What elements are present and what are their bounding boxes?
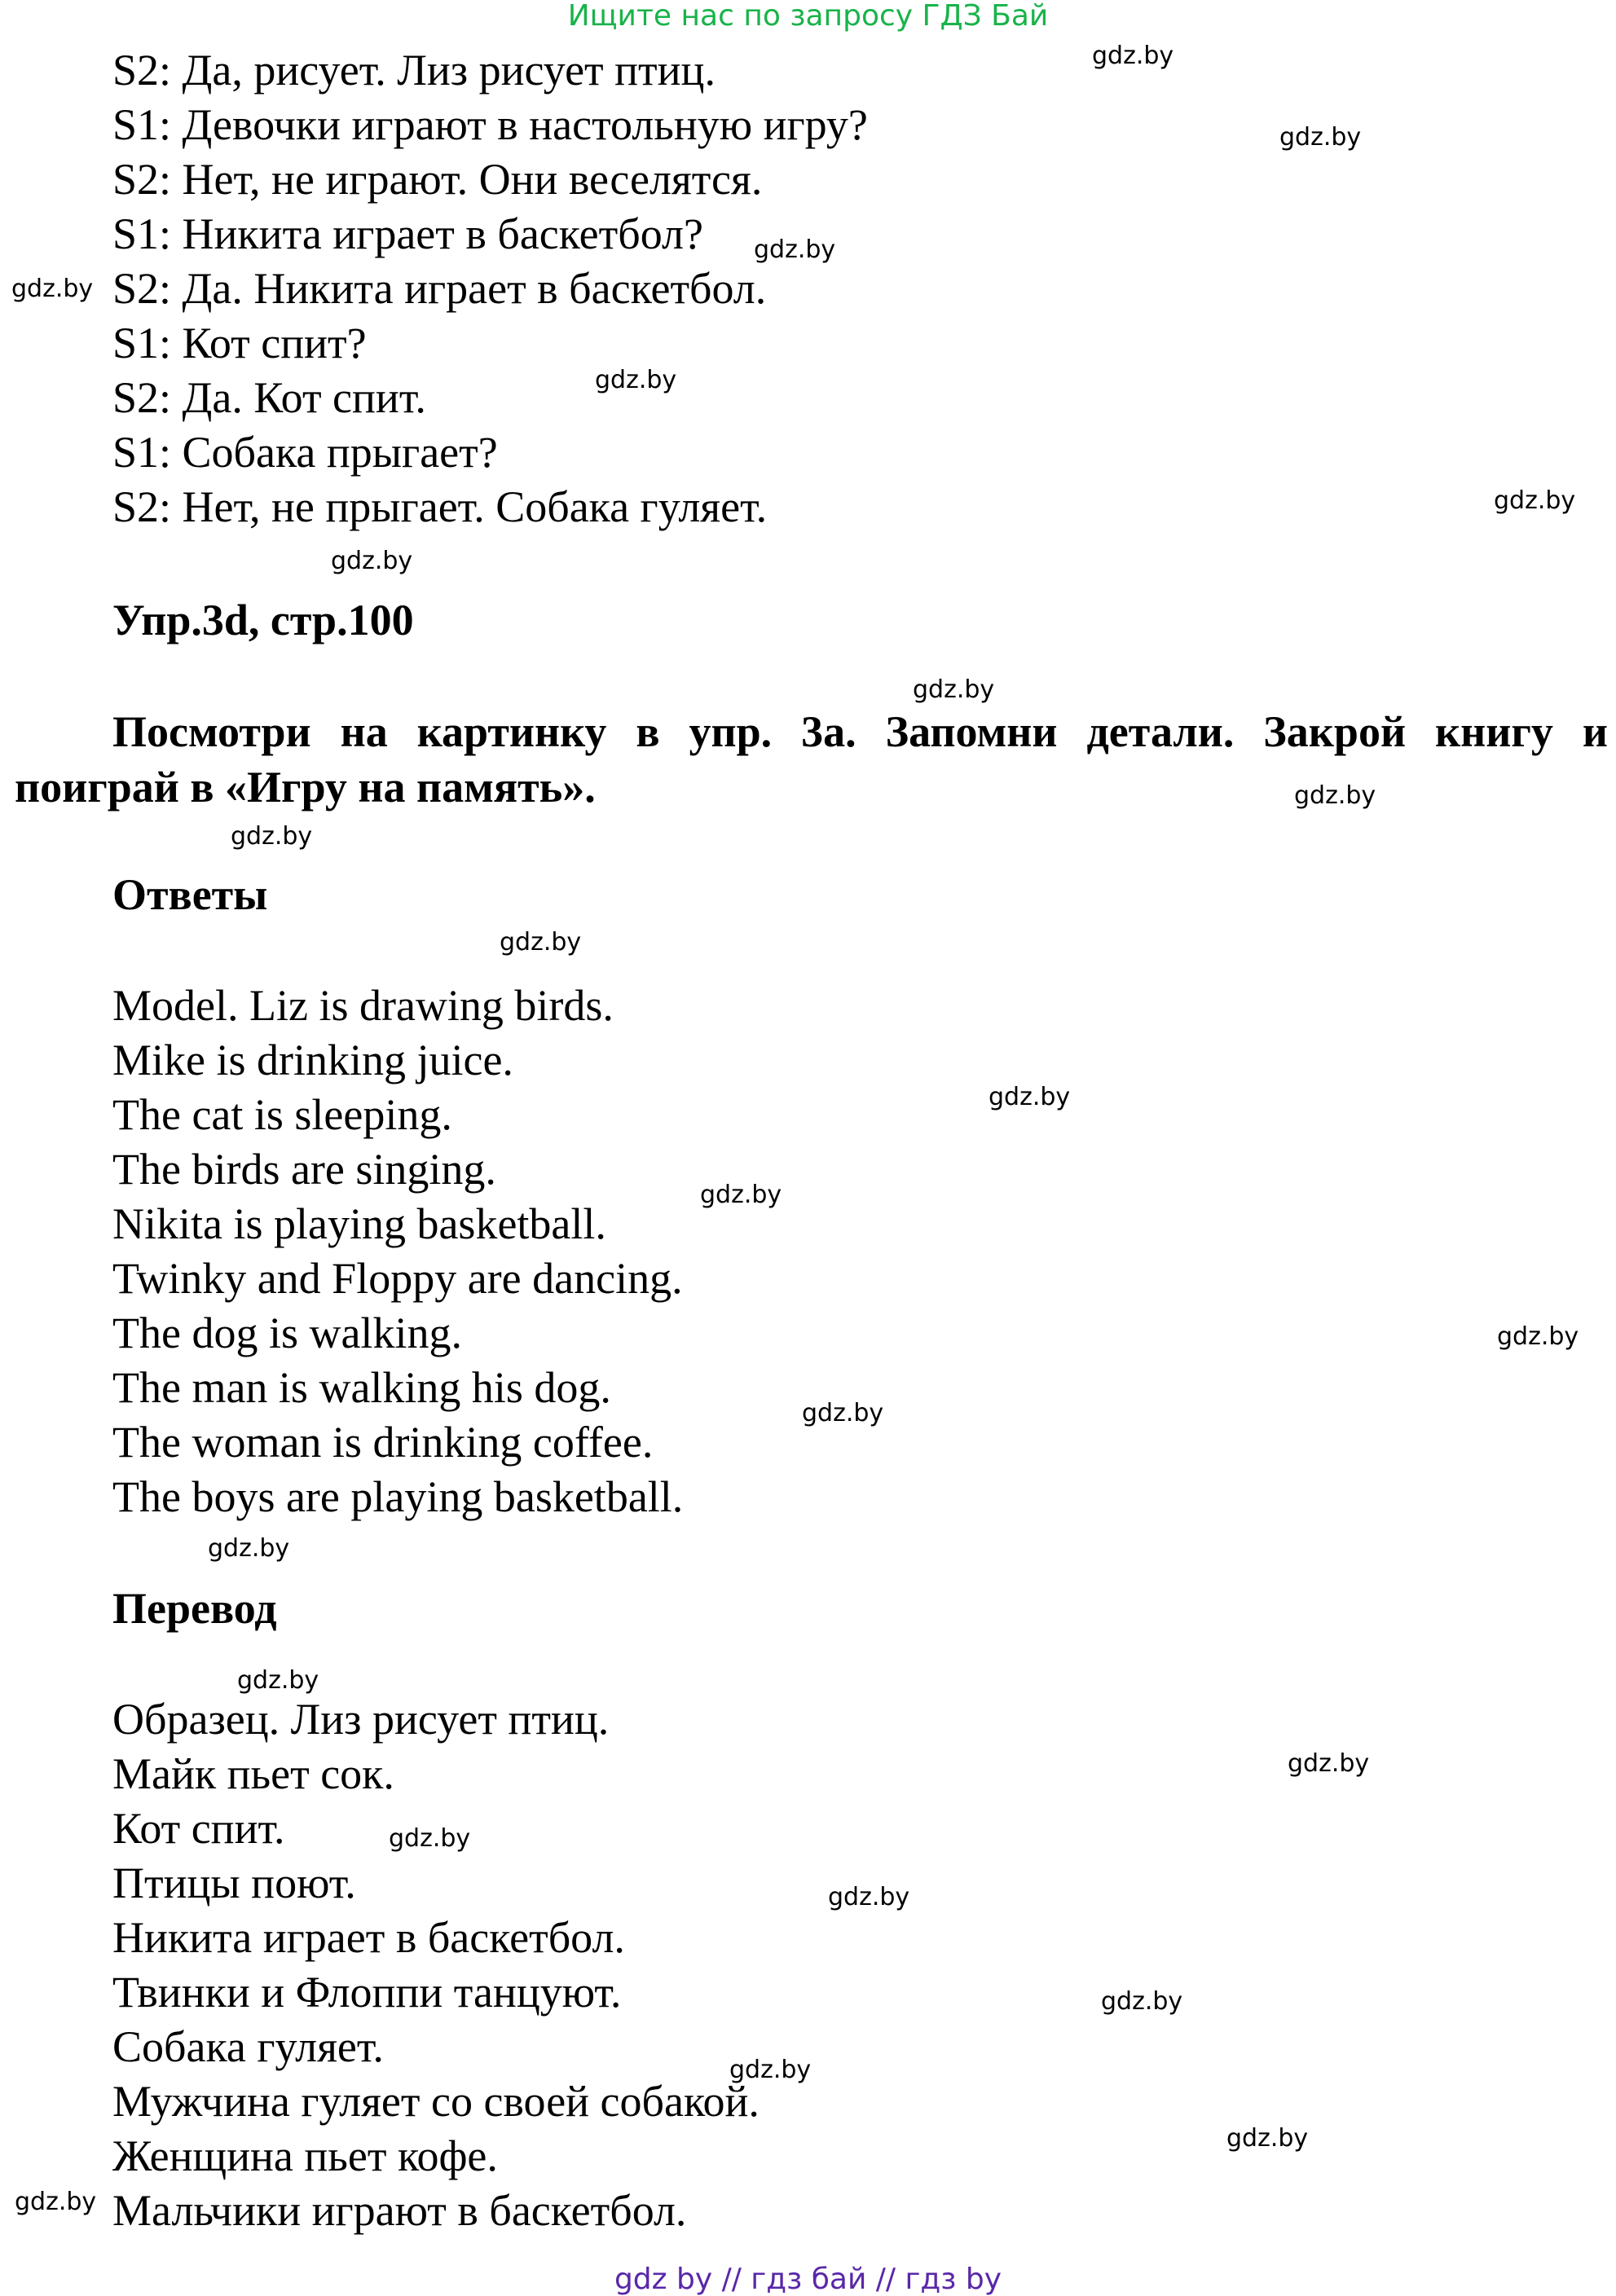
watermark: gdz.by [1092,42,1174,70]
answer-line: The boys are playing basketball. [112,1472,684,1521]
dialogue-line: S2: Нет, не прыгает. Собака гуляет. [112,482,768,531]
translation-line: Мальчики играют в баскетбол. [112,2186,687,2235]
answer-line: Model. Liz is drawing birds. [112,981,614,1030]
watermark: gdz.by [729,2056,812,2084]
watermark: gdz.by [331,547,413,575]
watermark: gdz.by [208,1534,290,1563]
dialogue-line: S1: Собака прыгает? [112,428,498,477]
watermark: gdz.by [828,1883,910,1911]
watermark: gdz.by [389,1824,471,1853]
translation-line: Птицы поют. [112,1858,356,1907]
watermark: gdz.by [802,1399,884,1427]
watermark: gdz.by [1101,1987,1183,2016]
answers-heading: Ответы [112,870,268,919]
task-line-2: поиграй в «Игру на память». [15,763,596,812]
dialogue-line: S1: Никита играет в баскетбол? [112,209,703,258]
answer-line: The birds are singing. [112,1145,496,1194]
watermark: gdz.by [1494,486,1576,515]
watermark: gdz.by [1288,1749,1370,1778]
watermark: gdz.by [231,822,313,851]
watermark: gdz.by [754,235,836,264]
watermark: gdz.by [1226,2124,1309,2153]
translation-line: Майк пьет сок. [112,1749,394,1798]
dialogue-line: S2: Нет, не играют. Они веселятся. [112,155,763,204]
dialogue-line: S1: Девочки играют в настольную игру? [112,100,868,149]
translation-line: Собака гуляет. [112,2022,384,2071]
translation-line: Никита играет в баскетбол. [112,1913,625,1962]
translation-line: Мужчина гуляет со своей собакой. [112,2077,760,2126]
watermark: gdz.by [700,1181,782,1209]
translation-line: Кот спит. [112,1804,285,1853]
dialogue-line: S2: Да. Кот спит. [112,373,426,422]
translation-line: Твинки и Флоппи танцуют. [112,1968,622,2017]
watermark: gdz.by [237,1666,319,1695]
exercise-title: Упр.3d, стр.100 [112,596,414,644]
answer-line: Twinky and Floppy are dancing. [112,1254,683,1303]
watermark: gdz.by [913,675,995,704]
footer-links[interactable]: gdz by // гдз бай // гдз by [614,2263,1002,2296]
translation-line: Женщина пьет кофе. [112,2131,498,2180]
answer-line: The cat is sleeping. [112,1090,452,1139]
watermark: gdz.by [500,928,582,957]
answer-line: Mike is drinking juice. [112,1036,513,1084]
watermark: gdz.by [15,2188,97,2216]
task-line-1: Посмотри на картинку в упр. 3а. Запомни детали. Закрой книгу и [112,707,1608,756]
answer-line: The dog is walking. [112,1309,462,1357]
watermark: gdz.by [1497,1322,1579,1351]
header-search-link[interactable]: Ищите нас по запросу ГДЗ Бай [567,0,1049,33]
watermark: gdz.by [11,275,94,303]
dialogue-line: S2: Да, рисует. Лиз рисует птиц. [112,46,716,95]
translation-heading: Перевод [112,1584,277,1633]
watermark: gdz.by [595,366,677,394]
watermark: gdz.by [989,1083,1071,1111]
translation-line: Образец. Лиз рисует птиц. [112,1695,610,1744]
answer-line: Nikita is playing basketball. [112,1199,606,1248]
answer-line: The man is walking his dog. [112,1363,611,1412]
dialogue-line: S1: Кот спит? [112,319,367,367]
watermark: gdz.by [1294,781,1376,810]
answer-line: The woman is drinking coffee. [112,1418,654,1467]
watermark: gdz.by [1279,123,1362,152]
dialogue-line: S2: Да. Никита играет в баскетбол. [112,264,767,313]
